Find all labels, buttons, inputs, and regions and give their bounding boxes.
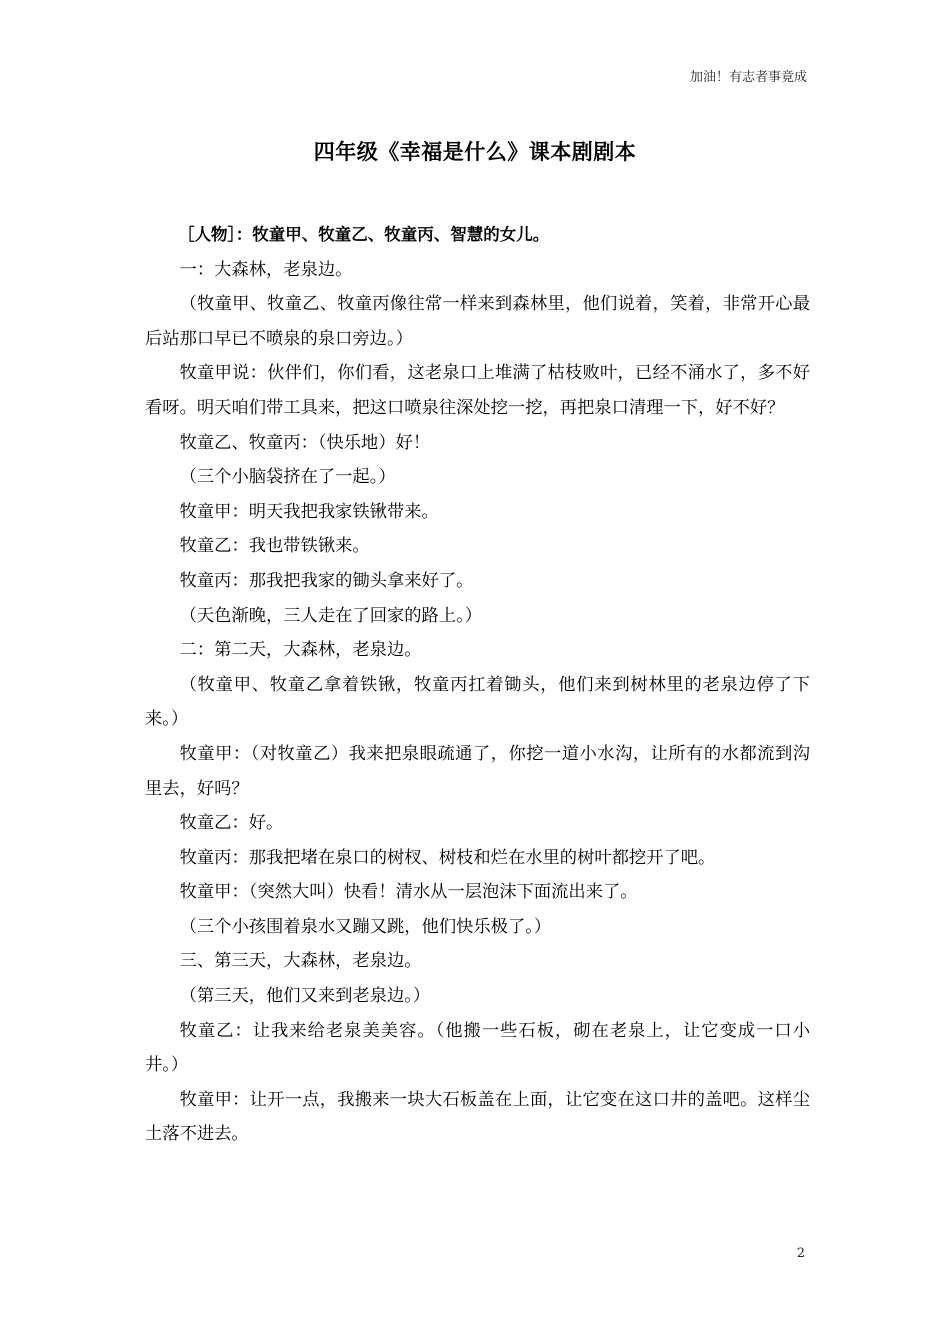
paragraph: （牧童甲、牧童乙拿着铁锹，牧童丙扛着锄头，他们来到树林里的老泉边停了下来。） bbox=[145, 674, 810, 730]
page-number: 2 bbox=[796, 1246, 805, 1261]
paragraph: 牧童丙：那我把堵在泉口的树杈、树枝和烂在水里的树叶都挖开了吧。 bbox=[179, 847, 716, 868]
paragraph: 牧童甲：（对牧童乙）我来把泉眼疏通了，你挖一道小水沟，让所有的水都流到沟里去，好吗？ bbox=[145, 743, 810, 799]
characters-line: ［人物］：牧童甲、牧童乙、牧童丙、智慧的女儿。 bbox=[178, 225, 550, 244]
paragraph: （三个小脑袋挤在了一起。） bbox=[179, 467, 396, 488]
paragraph: 牧童乙：我也带铁锹来。 bbox=[179, 536, 370, 557]
header-motto: 加油！有志者事竟成 bbox=[689, 70, 807, 85]
paragraph: 牧童乙：好。 bbox=[179, 813, 284, 834]
paragraph: （第三天，他们又来到老泉边。） bbox=[179, 986, 431, 1007]
paragraph: （牧童甲、牧童乙、牧童丙像往常一样来到森林里，他们说着，笑着，非常开心最后站那口早已不喷泉的泉口旁边。） bbox=[145, 294, 810, 349]
paragraph: 一：大森林，老泉边。 bbox=[179, 259, 353, 280]
paragraph: 牧童乙、牧童丙：（快乐地）好！ bbox=[179, 432, 431, 453]
paragraph: 牧童甲说：伙伴们，你们看，这老泉口上堆满了枯枝败叶，已经不涌水了，多不好看呀。明天咱们带工具来，把这口喷泉往深处挖一挖，再把泉口清理一下，好不好？ bbox=[145, 363, 810, 418]
paragraph: （天色渐晚，三人走在了回家的路上。） bbox=[179, 605, 483, 626]
document-title: 四年级《幸福是什么》课本剧剧本 bbox=[313, 140, 637, 164]
script-body bbox=[145, 218, 810, 1152]
paragraph: 牧童甲：让开一点，我搬来一块大石板盖在上面，让它变在这口井的盖吧。这样尘土落不进去。 bbox=[145, 1089, 810, 1145]
paragraph: 牧童甲：明天我把我家铁锹带来。 bbox=[179, 501, 439, 522]
paragraph: 二：第二天，大森林，老泉边。 bbox=[179, 640, 422, 661]
paragraph: 牧童丙：那我把我家的锄头拿来好了。 bbox=[179, 570, 474, 591]
paragraph: 牧童乙：让我来给老泉美美容。（他搬一些石板，砌在老泉上，让它变成一口小井。） bbox=[145, 1020, 810, 1076]
paragraph: 牧童甲：（突然大叫）快看！清水从一层泡沫下面流出来了。 bbox=[179, 882, 638, 903]
paragraph: 三、第三天，大森林，老泉边。 bbox=[179, 951, 422, 972]
paragraph: （三个小孩围着泉水又蹦又跳，他们快乐极了。） bbox=[179, 916, 552, 937]
